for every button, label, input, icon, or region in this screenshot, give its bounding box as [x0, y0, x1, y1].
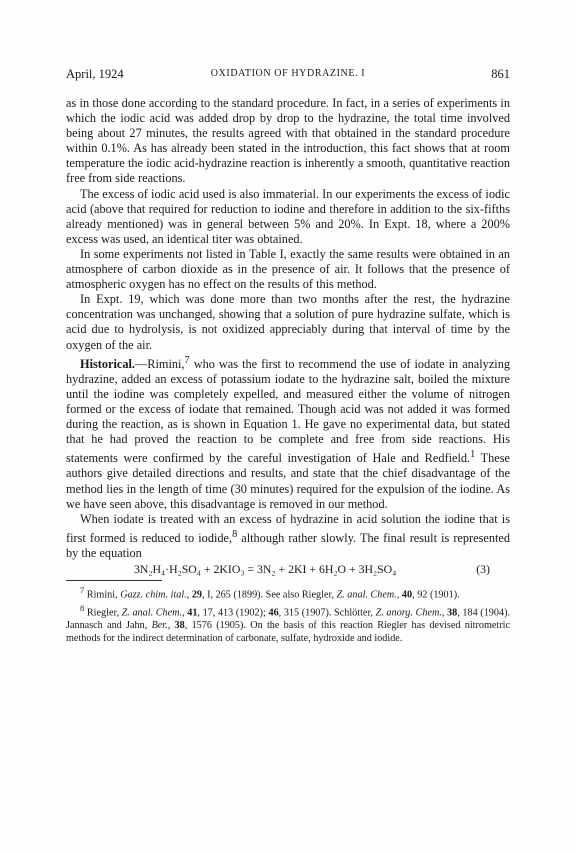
journal-name: Z. anal. Chem. [336, 589, 397, 601]
paragraph-excess-iodic-acid: The excess of iodic acid used is also immaterial. In our experiments the excess of iodic acid (above that required for reduction to iodine and therefore in addition to the six-fifths already mentioned) was in general between 5% and 20%. In Expt. 18, where a 200% excess was used, an identical titer was obtained. [66, 186, 510, 246]
equation-number: (3) [476, 562, 490, 577]
footnote-7-text: Rimini, [84, 589, 121, 601]
footnote-7-text: , 92 (1901). [412, 589, 460, 601]
equation-3 [66, 562, 510, 578]
section-lead-historical: Historical. [80, 356, 135, 371]
footnote-ref-7: 7 [184, 354, 190, 366]
footnote-8-text: Riegler, [84, 607, 122, 619]
footnote-7-sep: , [396, 589, 402, 601]
footnote-8-sep: , [182, 607, 188, 619]
footnote-8-text: , 315 (1907). Schlötter, [278, 607, 376, 619]
paragraph-historical [66, 353, 510, 512]
iodate-text-b: although rather slowly. The final result is represented by the equation [66, 530, 510, 560]
page-header [66, 67, 510, 83]
volume-number: 38 [174, 620, 185, 632]
iodate-text-a: When iodate is treated with an excess of hydrazine in acid solution the iodine that is first formed is reduced to iodide, [66, 511, 510, 545]
footnote-7-sep: , [186, 589, 192, 601]
body-text [66, 96, 510, 645]
footnote-7-text: , I, 265 (1899). See also Riegler, [202, 589, 337, 601]
footnote-mark-8: 8 [80, 603, 85, 614]
paragraph-expt-19: In Expt. 19, which was done more than two months after the rest, the hydrazine concentration was unchanged, showing that a solution of pure hydrazine sulfate, which is acid due to hydrolysis, is not oxidized appreciably during that interval of time by the oxygen of the air. [66, 292, 510, 352]
journal-name: Z. anorg. Chem. [375, 607, 442, 619]
volume-number: 38 [447, 607, 458, 619]
footnote-8-text: , 184 (1904). Jannasch and Jahn, [66, 607, 511, 632]
footnote-8 [66, 602, 510, 645]
paragraph-iodate-excess [66, 512, 510, 561]
footnote-7 [66, 584, 510, 602]
footnote-8-text: , 1576 (1905). On the basis of this reaction Riegler has devised nitrometric methods for the indirect determination of carbonate, sulfate, hydroxide and iodide. [66, 620, 511, 644]
volume-number: 46 [268, 607, 279, 619]
footnote-8-sep: , [441, 607, 448, 619]
volume-number: 40 [401, 589, 413, 601]
volume-number: 41 [187, 607, 198, 619]
equation-text: 3N₂H₄·H₂SO₄ + 2KIO₃ = 3N₂ + 2KI + 6H₂O + 3H₂SO₄ [134, 562, 397, 577]
historical-text-c: These authors give detailed directions and results, and state that the chief disadvantage of the method lies in the length of time (30 minutes) required for the expulsion of the iodine. As we have seen above, this disadvantage is removed in our method. [66, 451, 510, 511]
historical-text-a: —Rimini, [134, 356, 185, 371]
footnote-8-text: , 17, 413 (1902); [197, 607, 269, 619]
volume-number: 29 [191, 589, 202, 601]
issue-date: April, 1924 [66, 67, 124, 81]
journal-name: Ber. [151, 620, 168, 632]
footnote-rule [66, 580, 162, 581]
footnote-ref-8: 8 [232, 528, 238, 540]
footnote-mark-7: 7 [80, 585, 85, 596]
journal-name: Z. anal. Chem. [121, 607, 183, 619]
footnote-ref-1: 1 [470, 449, 476, 461]
paragraph-carbon-dioxide: In some experiments not listed in Table I, exactly the same results were obtained in an atmosphere of carbon dioxide as in the presence of air. It follows that the presence of atmospheric oxygen has no effect on the results of this method. [66, 246, 510, 292]
paragraph-continued: as in those done according to the standard procedure. In fact, in a series of experiments in which the iodic acid was added drop by drop to the hydrazine, the total time involved being about 27 minutes, the results agreed with that obtained in the standard procedure within 0.1%. As has already been stated in the introduction, this fact shows that at room temperature the iodic acid-hydrazine reaction is inherently a smooth, quantitative reaction free from side reactions. [66, 96, 510, 186]
journal-name: Gazz. chim. ital. [120, 589, 187, 601]
page-number: 861 [491, 67, 510, 81]
historical-text-b: who was the first to recommend the use of iodate in analyzing hydrazine, added an excess of potassium iodate to the hydrazine salt, boiled the mixture until the iodine was completely expelled, and measured either the volume of nitrogen formed or the excess of iodate that remained. Though acid was not added it was formed during the reaction, as is shown in Equation 1. He gave no experimental data, but stated that he had proved the reaction to be complete and free from side reactions. His statements were confirmed by the careful investigation of Hale and Redfield. [66, 356, 510, 466]
footnotes [66, 584, 510, 645]
footnote-8-sep: , [167, 620, 175, 632]
running-title: OXIDATION OF HYDRAZINE. I [210, 68, 366, 79]
